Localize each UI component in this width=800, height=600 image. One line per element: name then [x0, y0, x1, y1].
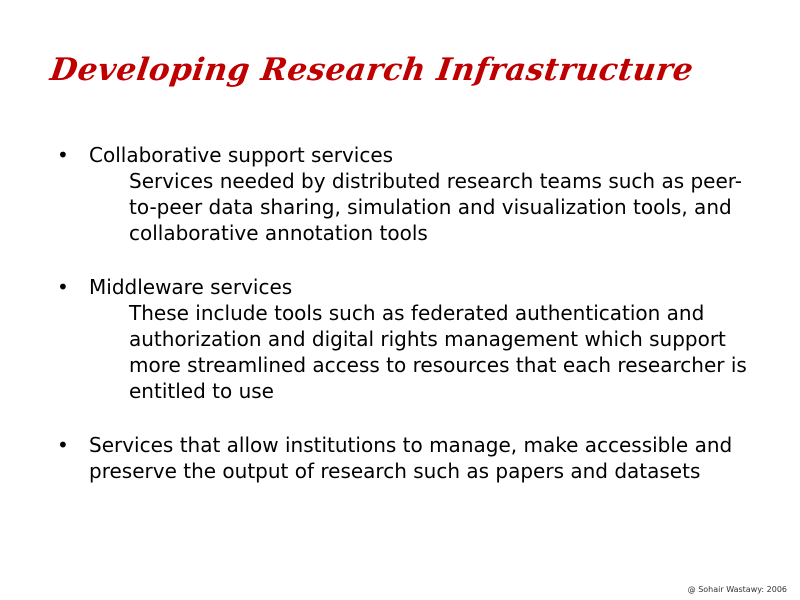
list-item: [57, 432, 757, 484]
list-item: [57, 274, 757, 404]
bullet-icon: •: [57, 275, 69, 299]
bullet-heading: Middleware services: [89, 275, 293, 299]
copyright-footer: @ Sohair Wastawy: 2006: [687, 585, 787, 594]
bullet-description: These include tools such as federated authentication and authorization and digital rights management which support more streamlined access to resources that each researcher is entitled to use: [129, 301, 747, 403]
bullet-heading: Collaborative support services: [89, 143, 394, 167]
bullet-icon: •: [57, 433, 69, 457]
bullet-icon: •: [57, 143, 69, 167]
bullet-description: Services needed by distributed research teams such as peer-to-peer data sharing, simulation and visualization tools, and collaborative annotation tools: [129, 169, 742, 245]
bullet-heading: Services that allow institutions to manage, make accessible and preserve the output of research such as papers and datasets: [89, 433, 733, 483]
slide-title: Developing Research Infrastructure: [48, 52, 696, 88]
bullet-list: [57, 142, 757, 512]
list-item: [57, 142, 757, 246]
